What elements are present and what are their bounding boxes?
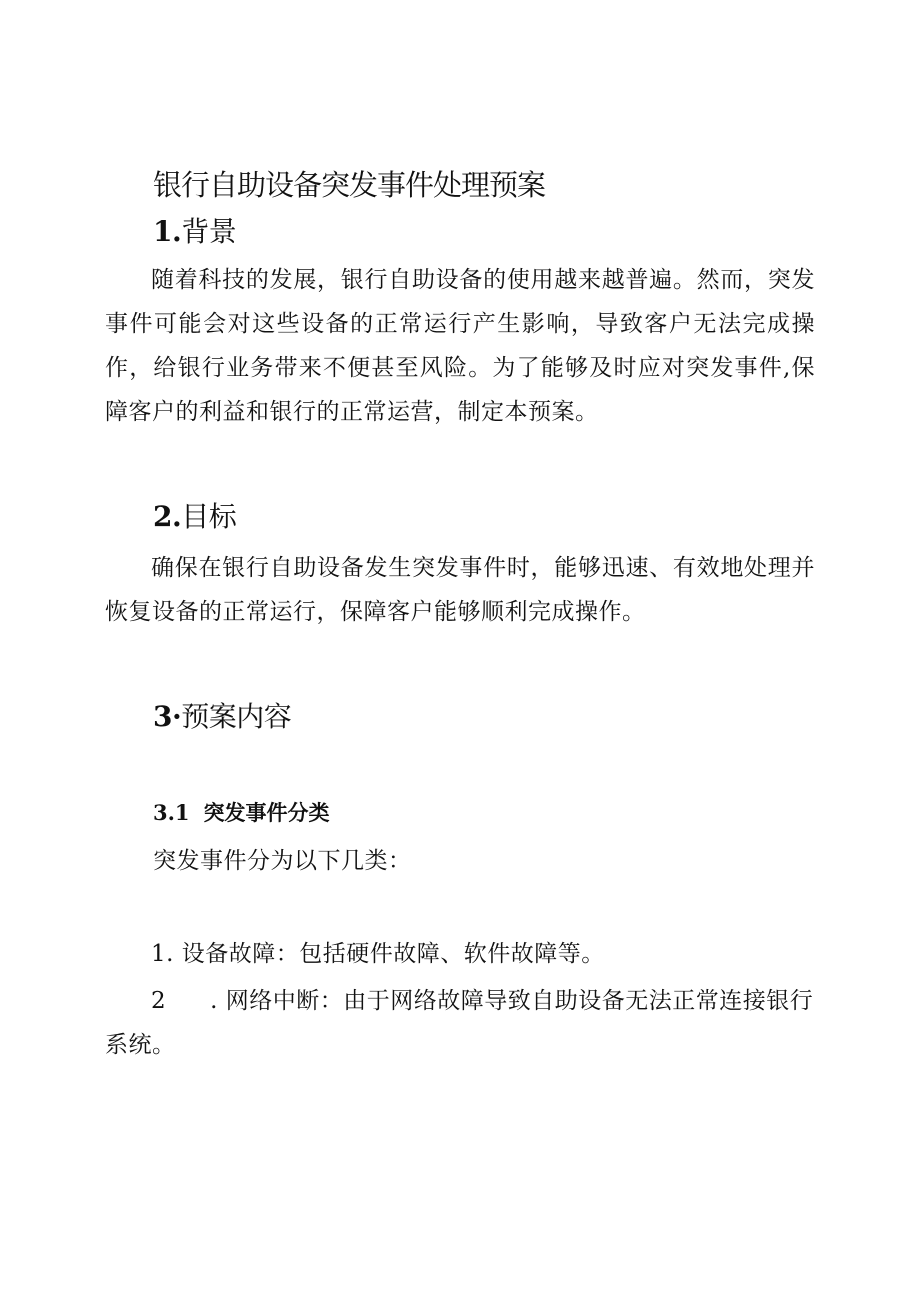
subsection-number: 3.1 (153, 800, 190, 825)
list-item (105, 979, 815, 1067)
background-paragraph: 随着科技的发展，银行自助设备的使用越来越普遍。然而，突发事件可能会对这些设备的正常运行产生影响，导致客户无法完成操作，给银行业务带来不便甚至风险。为了能够及时应对突发事件,保障客户的利益和银行的正常运营，制定本预案。 (105, 267, 815, 425)
section-heading-goal (153, 497, 236, 537)
section-title: 预案内容 (181, 700, 292, 733)
list-item (105, 932, 815, 976)
section-title: 背景 (181, 215, 237, 248)
section-number: 1. (153, 215, 182, 248)
section-heading-plan-content (153, 697, 291, 737)
list-item-text: . 网络中断：由于网络故障导致自助设备无法正常连接银行系统。 (105, 988, 814, 1058)
list-item-text: . 设备故障：包括硬件故障、软件故障等。 (166, 941, 605, 967)
list-item-number: 2 (151, 988, 167, 1014)
section-number: 2. (153, 500, 182, 533)
goal-paragraph: 确保在银行自助设备发生突发事件时，能够迅速、有效地处理并恢复设备的正常运行，保障客户能够顺利完成操作。 (105, 555, 815, 625)
subsection-heading (153, 796, 330, 830)
section-number: 3· (153, 700, 182, 733)
section-heading-background (153, 212, 236, 252)
section-title: 目标 (181, 500, 237, 533)
subsection-intro: 突发事件分为以下几类： (153, 848, 412, 874)
list-item-number: 1 (151, 941, 167, 967)
document-title: 银行自助设备突发事件处理预案 (153, 168, 546, 202)
subsection-title: 突发事件分类 (203, 801, 330, 825)
